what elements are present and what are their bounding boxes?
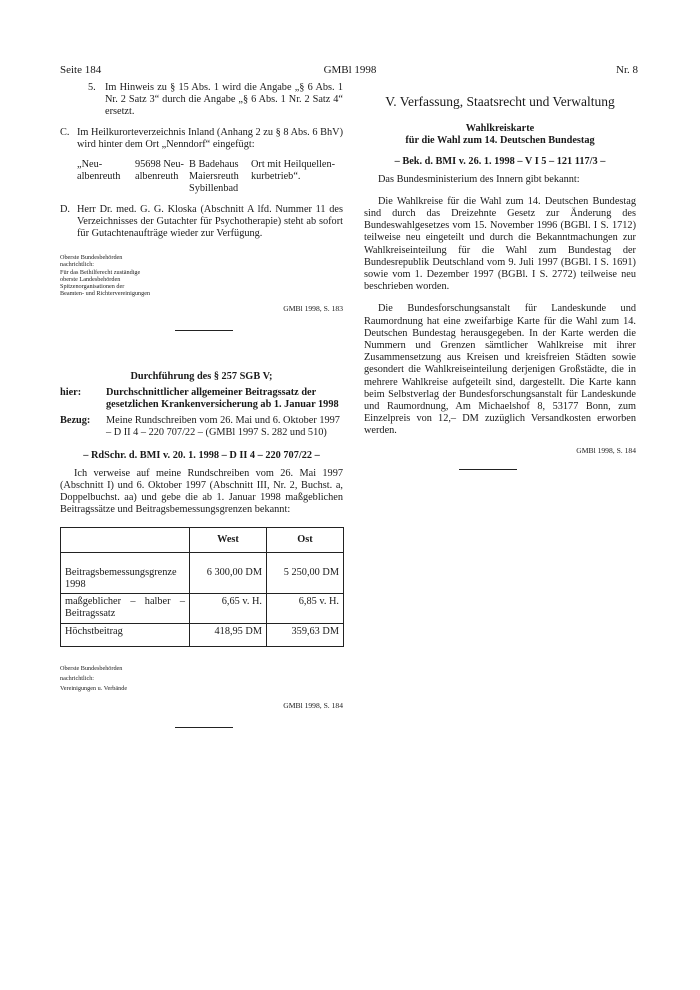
recipient-line: Vereinigungen u. Verbände [60,685,128,693]
intro-text: Das Bundesministerium des Innern gibt bekannt: [378,173,580,185]
amendment-item-c [60,127,343,151]
announcement-reference: – Bek. d. BMI v. 26. 1. 1998 – V I 5 – 121 117/3 – [394,156,606,168]
article-title: Wahlkreiskarte [465,123,535,134]
hier-line [60,387,343,411]
row-label: Beitragsbemessungsgrenze 1998 [61,552,190,593]
item-label: D. [60,203,71,215]
citation-reference: GMBl 1998, S. 184 [576,445,636,455]
amendment-item-5 [60,82,343,119]
spa-facility: B Badehaus Maiersreuth Sybillenbad [189,159,239,195]
recipient-line: Oberste Bundesbehörden [60,664,123,672]
item-text: Herr Dr. med. G. G. Kloska (Abschnitt A lfd. Nummer 11 des Verzeichnisses der Gutachter für Psychotherapie) steht ab sofort für Gutachtenaufträge wieder zur Verfügung. [77,203,343,240]
value-west: 6 300,00 DM [190,552,267,593]
table-row [61,623,344,646]
table-row [61,552,344,593]
header-cell-west: West [190,527,267,552]
value-west: 6,65 v. H. [190,594,267,623]
bezug-line [60,415,343,439]
spa-type: Ort mit Heilquellen-kurbetrieb“. [251,159,336,183]
item-label: 5. [88,82,96,93]
table-header-row [61,527,344,552]
page-number: Seite 184 [60,64,102,76]
recipient-line: nachrichtlich: [60,674,95,682]
recipient-line: Oberste Bundesbehörden [60,254,123,262]
paragraph: Die Wahlkreise für die Wahl zum 14. Deutschen Bundestag sind durch das Dreizehnte Gesetz zur Änderung des Bundeswahlgesetzes vom 15. November 1996 (BGBl. I S. 1712) teilweise neu eingeteilt und durch die Bekanntmachungen zur Wahlkreiseinteilung für die Wahl zum Bundestag der Bundesrepublik Deutschland vom 9. Juli 1997 (BGBl. I S. 1691) sowie vom 1. Dezember 1997 (BGBl. I S. 2772) teilweise neu beschrieben worden. [364,195,636,293]
recipient-line: Spitzenorganisationen der [60,283,125,291]
section-divider [459,469,517,470]
recipient-line: Beamten- und Richtervereinigungen [60,290,151,298]
citation-reference: GMBl 1998, S. 184 [283,701,343,711]
article-title: Durchführung des § 257 SGB V; [130,370,273,382]
value-ost: 5 250,00 DM [267,552,344,593]
paragraph: Die Bundesforschungsanstalt für Landeskunde und Raumordnung hat eine zweifarbige Karte für die Wahl zum 14. Deutschen Bundestag herausgegeben. In der Karte werden die Nummern und Grenzen sämtlicher Wahlkreise mit ihrer Zusammensetzung aus Kreisen und kreisfreien Städten sowie gesondert die Wahlkreiseinteilung derjenigen Großstädte, die in mehrere Wahlkreise aufgeteilt sind, dargestellt. Die Karte kann beim Selbstverlag der Bundesforschungsanstalt für Landeskunde und Raumordnung, Am Michaelshof 8, 53177 Bonn, zum Einzelpreis von 12,– DM zuzüglich Versandkosten erworben werden. [364,303,636,437]
recipient-line: oberste Landesbehörden [60,275,121,283]
header-cell-ost: Ost [267,527,344,552]
hier-label: hier: [60,386,82,398]
value-west: 418,95 DM [190,623,267,646]
section-divider [175,330,233,331]
recipients-list [60,254,343,297]
left-column [60,82,343,728]
recipient-line: nachrichtlich: [60,261,95,269]
article-body: Ich verweise auf meine Rundschreiben vom 26. Mai 1997 (Abschnitt I) und 6. Oktober 1997 (Abschnitt III, Nr. 2, Buchst. a, Doppelbuchst. aa) und gebe die ab 1. Januar 1998 maßgeblichen Beitragssätze und Beitragsbemessungsgrenzen bekannt: [60,467,343,516]
contribution-rates-table [60,527,344,647]
section-divider [175,727,233,728]
bezug-text: Meine Rundschreiben vom 26. Mai und 6. Oktober 1997 – D II 4 – 220 707/22 – (GMBl 1997 S. 282 und 510) [106,415,340,439]
row-label: Höchstbeitrag [61,623,190,646]
item-label: C. [60,126,70,138]
amendment-item-d [60,204,343,241]
row-label: maßgeblicher – halber – Beitragssatz [61,594,190,623]
circular-reference: – RdSchr. d. BMI v. 20. 1. 1998 – D II 4 – 220 707/22 – [83,449,320,461]
recipients-list [60,665,343,693]
table-row [61,594,344,623]
bezug-label: Bezug: [60,415,91,427]
value-ost: 359,63 DM [267,623,344,646]
header-cell [61,527,190,552]
section-heading: V. Verfassung, Staatsrecht und Verwaltung [385,94,615,109]
hier-text: Durchschnittlicher allgemeiner Beitragssatz der gesetzlichen Krankenversicherung ab 1. Januar 1998 [106,386,339,411]
recipient-line: Für das Beihilferecht zuständige [60,268,141,276]
value-ost: 6,85 v. H. [267,594,344,623]
right-column [364,94,636,470]
issue-number: Nr. 8 [616,64,638,76]
item-text: Im Hinweis zu § 15 Abs. 1 wird die Angabe „§ 6 Abs. 1 Nr. 2 Satz 3“ durch die Angabe „§ 6 Abs. 1 Nr. 2 Satz 4“ ersetzt. [105,82,343,118]
publication-title: GMBl 1998 [323,64,377,76]
citation-reference: GMBl 1998, S. 183 [283,304,343,314]
article-subtitle: für die Wahl zum 14. Deutschen Bundestag [405,135,595,147]
place-name: „Neu-albenreuth [77,159,121,183]
item-text: Im Heilkurorteverzeichnis Inland (Anhang 2 zu § 8 Abs. 6 BhV) wird hinter dem Ort „Nenndorf“ eingefügt: [77,126,343,150]
heilkurort-entry [60,159,343,196]
postal-place: 95698 Neu-albenreuth [135,159,184,183]
